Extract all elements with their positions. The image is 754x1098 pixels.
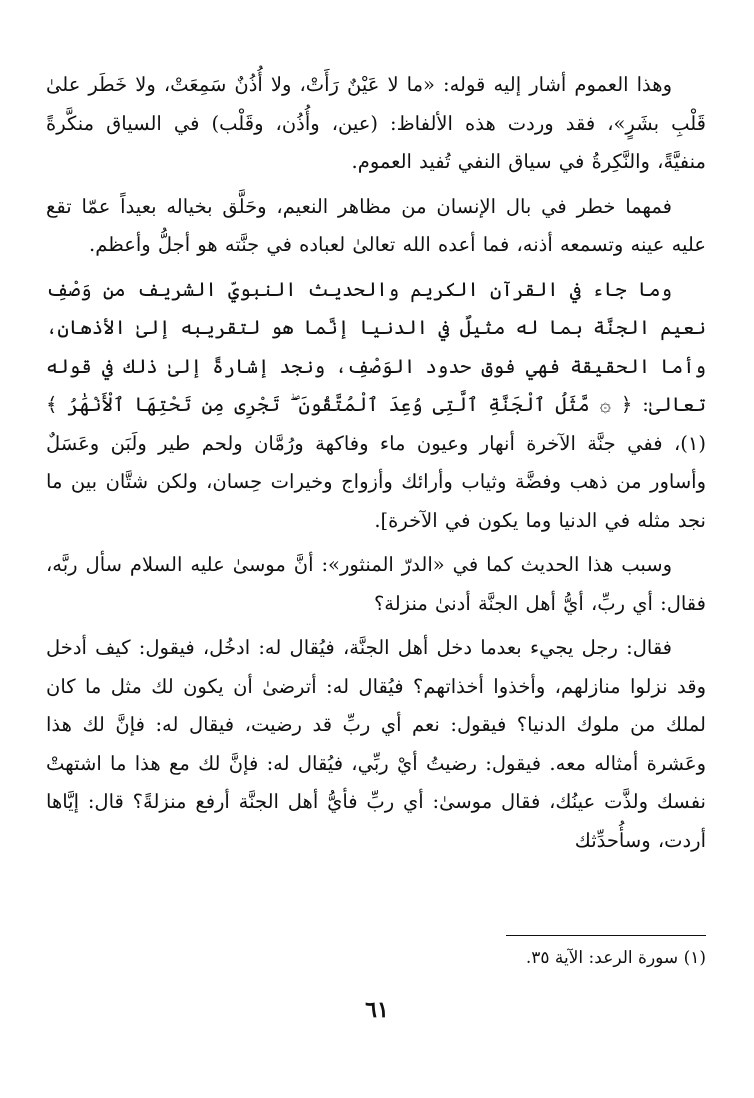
- page-number: ٦١: [365, 997, 389, 1023]
- paragraph-imagination: فمهما خطر في بال الإنسان من مظاهر النعيم، وحَلَّق بخياله بعيداً عمّا تقع عليه عينه وتسمعه أذنه، فما أعده الله تعالىٰ لعباده في جنَّته هو أجلُّ وأعظم.: [46, 194, 706, 256]
- paragraph-hadith-reason: وسبب هذا الحديث كما في «الدرّ المنثور»: أنَّ موسىٰ عليه السلام سأل ربَّه، فقال: أي ربِّ، أيُّ أهل الجنَّة أدنىٰ منزلة؟: [46, 553, 706, 615]
- footnote-divider: [506, 935, 706, 936]
- paragraph-hadith-dialogue: فقال: رجل يجيء بعدما دخل أهل الجنَّة، فيُقال له: ادخُل، فيقول: كيف أدخل وقد نزلوا منازلهم، وأخذوا أخذاتهم؟ فيُقال له: أترضىٰ أن يكون لك مثل ما كان لملك من ملوك الدنيا؟ فيقول: نعم أي ربِّ قد رضيت، فيقال له: فإنَّ لك هذا وعَشرة أمثاله معه. فيقول: رضيتُ أيْ ربِّي، فيُقال له: فإنَّ لك مع هذا ما اشتهتْ نفسك ولذَّت عينُك، فقال موسىٰ: أي ربِّ فأيُّ أهل الجنَّة أرفع منزلةً؟ قال: إيَّاها أردت، وسأُحدِّثك: [46, 636, 706, 852]
- footnote: (١) سورة الرعد: الآية ٣٥.: [525, 948, 706, 968]
- page-body: [46, 66, 706, 866]
- paragraph-hadith-generality: وهذا العموم أشار إليه قوله: «ما لا عَيْنٌ رَأَتْ، ولا أُذُنٌ سَمِعَتْ، ولا خَطَر علىٰ قَلْبِ بشَرٍ»، فقد وردت هذه الألفاظ: (عين، وأُذُن، وقَلْب) في السياق منكَّرةً منفيَّةً، والنَّكِرةُ في سياق النفي تُفيد العموم.: [46, 73, 706, 173]
- paragraph-quran-description: وما جاء في القرآن الكريم والحديث النبويِّ الشريف من وَصْفِ نعيم الجنَّة بما له مثيلٌ في الدنيا إنَّما هو لتقريبه إلىٰ الأذهان، وأما الحقيقة فهي فوق حدود الوَصْفِ، ونجد إشارةً إلىٰ ذلك في قوله تعالىٰ: ﴿ ۞ مَّثَلُ ٱلْجَنَّةِ ٱلَّتِى وُعِدَ ٱلْمُتَّقُونَ ۖ تَجْرِى مِن تَحْتِهَا ٱلْأَنْهَٰرُ ﴾ (١)، ففي جنَّة الآخرة أنهار وعيون ماء وفاكهة ورُمَّان ولحم طير ولَبَن وعَسَلٌ وأساور من ذهب وفضَّة وثياب وأرائك وأزواج وخيرات حِسان، ولكن شتَّان بين ما نجد مثله في الدنيا وما يكون في الآخرة].: [46, 277, 706, 532]
